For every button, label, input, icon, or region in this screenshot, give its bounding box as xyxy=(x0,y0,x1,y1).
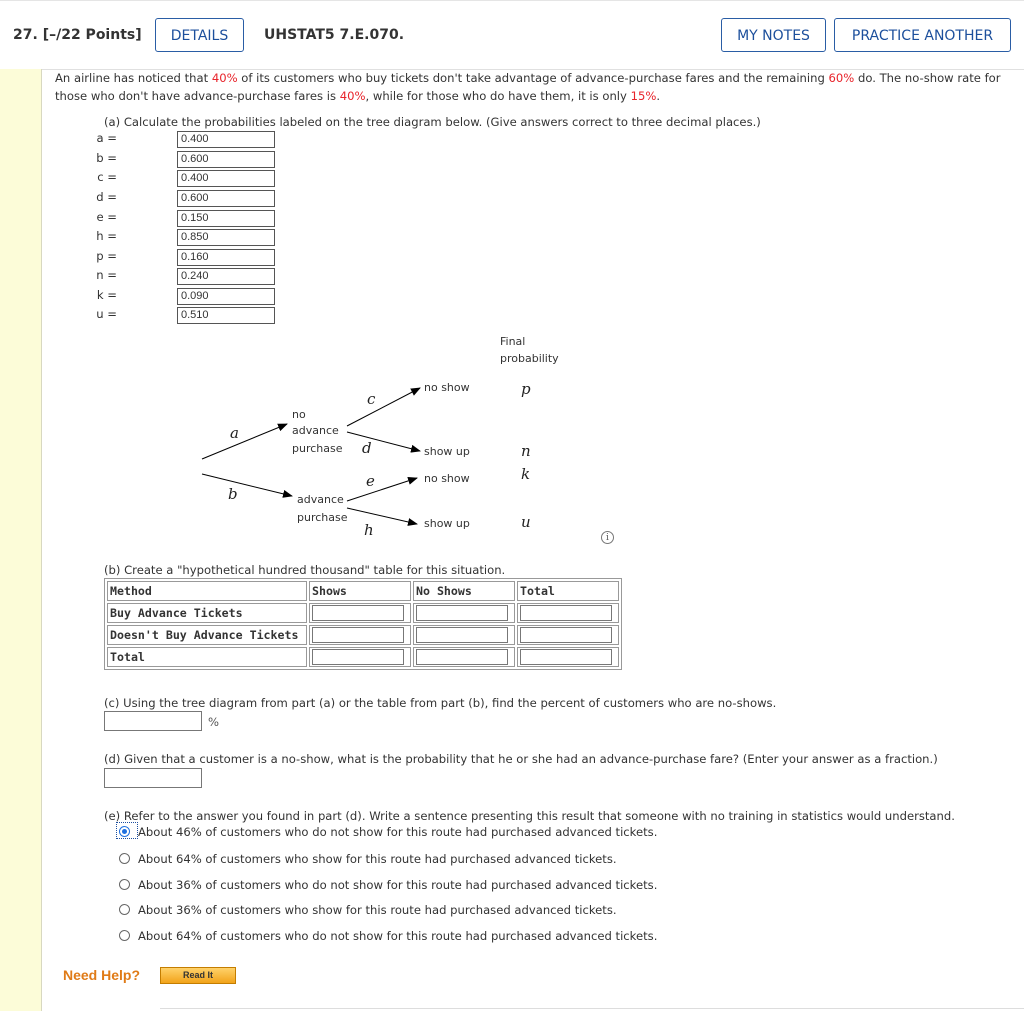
read-it-button[interactable]: Read It xyxy=(160,967,236,984)
branch-label-d: d xyxy=(362,439,372,457)
question-number-points: 27. [–/22 Points] xyxy=(13,27,142,43)
header-shows: Shows xyxy=(309,581,411,601)
no-advance-label-2: advance xyxy=(292,424,339,437)
info-icon[interactable]: i xyxy=(601,531,614,544)
advance-label-2: purchase xyxy=(297,511,348,524)
branch-e-line xyxy=(347,478,417,501)
branch-label-e: e xyxy=(366,472,375,490)
percent-no-shows-input[interactable] xyxy=(104,711,202,731)
answer-row-n: n = 0.240 xyxy=(89,268,121,286)
table-row xyxy=(107,625,619,645)
part-a-prompt: (a) Calculate the probabilities labeled on the tree diagram below. (Give answers correct to three decimal places.) xyxy=(104,115,761,129)
option-label-5[interactable]: About 64% of customers who do not show for this route had purchased advanced tickets. xyxy=(138,929,658,943)
left-margin-bar xyxy=(0,69,42,1011)
details-button[interactable]: DETAILS xyxy=(155,18,244,52)
problem-code: UHSTAT5 7.E.070. xyxy=(264,27,405,43)
cell-buy-total-input[interactable] xyxy=(520,605,612,621)
header-no-shows: No Shows xyxy=(413,581,515,601)
answer-b-input[interactable]: 0.600 xyxy=(177,151,275,168)
table-row xyxy=(107,603,619,623)
cell-buy-shows-input[interactable] xyxy=(312,605,404,621)
question-header xyxy=(0,0,1024,70)
option-label-4[interactable]: About 36% of customers who show for this route had purchased advanced tickets. xyxy=(138,903,617,917)
branch-a-line xyxy=(202,424,287,459)
outcome-no-show-2: no show xyxy=(424,472,470,485)
answer-n-input[interactable]: 0.240 xyxy=(177,268,275,285)
outcome-show-up-2: show up xyxy=(424,517,470,530)
row-label-buy-advance: Buy Advance Tickets xyxy=(107,603,307,623)
table-header-row xyxy=(107,581,619,601)
option-radio-4[interactable] xyxy=(119,904,130,915)
answer-u-input[interactable]: 0.510 xyxy=(177,307,275,324)
answer-row-p: p = 0.160 xyxy=(89,249,121,267)
branch-label-a: a xyxy=(230,424,239,442)
cell-nobuy-shows-input[interactable] xyxy=(312,627,404,643)
final-prob-u: u xyxy=(521,513,531,531)
option-radio-3[interactable] xyxy=(119,879,130,890)
cell-buy-noshows-input[interactable] xyxy=(416,605,508,621)
divider xyxy=(160,1008,1024,1009)
answer-h-input[interactable]: 0.850 xyxy=(177,229,275,246)
practice-another-button[interactable]: PRACTICE ANOTHER xyxy=(834,18,1011,52)
question-body xyxy=(42,69,1024,1011)
outcome-show-up-1: show up xyxy=(424,445,470,458)
answer-row-k: k = 0.090 xyxy=(89,288,121,306)
answer-a-input[interactable]: 0.400 xyxy=(177,131,275,148)
answer-row-b: b = 0.600 xyxy=(89,151,121,169)
option-radio-2[interactable] xyxy=(119,853,130,864)
answer-row-u: u = 0.510 xyxy=(89,307,121,325)
answer-row-e: e = 0.150 xyxy=(89,210,121,228)
final-prob-n: n xyxy=(521,442,531,460)
answer-k-input[interactable]: 0.090 xyxy=(177,288,275,305)
row-label-doesnt-buy-advance: Doesn't Buy Advance Tickets xyxy=(107,625,307,645)
option-label-1[interactable]: About 46% of customers who do not show for this route had purchased advanced tickets. xyxy=(138,825,658,839)
pct-no-advance: 40% xyxy=(211,71,238,85)
cell-total-noshows-input[interactable] xyxy=(416,649,508,665)
cell-total-total-input[interactable] xyxy=(520,649,612,665)
part-d-prompt: (d) Given that a customer is a no-show, what is the probability that he or she had an advance-purchase fare? (Enter your answer as a fraction.) xyxy=(104,752,938,766)
cell-nobuy-total-input[interactable] xyxy=(520,627,612,643)
pct-advance: 60% xyxy=(828,71,855,85)
cell-total-shows-input[interactable] xyxy=(312,649,404,665)
option-label-2[interactable]: About 64% of customers who show for this route had purchased advanced tickets. xyxy=(138,852,617,866)
need-help-label: Need Help? xyxy=(63,967,141,983)
branch-h-line xyxy=(347,508,417,524)
outcome-no-show-1: no show xyxy=(424,381,470,394)
branch-d-line xyxy=(347,432,420,451)
percent-unit: % xyxy=(208,715,220,729)
option-radio-1[interactable] xyxy=(119,826,130,837)
hundred-thousand-table xyxy=(104,578,622,670)
final-prob-p: p xyxy=(521,380,531,398)
advance-label-1: advance xyxy=(297,493,344,506)
answer-row-h: h = 0.850 xyxy=(89,229,121,247)
option-label-3[interactable]: About 36% of customers who do not show for this route had purchased advanced tickets. xyxy=(138,878,658,892)
part-c-prompt: (c) Using the tree diagram from part (a) or the table from part (b), find the percent of customers who are no-shows. xyxy=(104,696,777,710)
part-e-prompt: (e) Refer to the answer you found in part (d). Write a sentence presenting this result that someone with no training in statistics would understand. xyxy=(104,809,955,823)
part-b-prompt: (b) Create a "hypothetical hundred thousand" table for this situation. xyxy=(104,563,506,577)
my-notes-button[interactable]: MY NOTES xyxy=(721,18,826,52)
noshow-no-advance: 40% xyxy=(339,89,366,103)
answer-row-c: c = 0.400 xyxy=(89,170,121,188)
branch-label-b: b xyxy=(228,485,238,503)
table-row xyxy=(107,647,619,667)
problem-statement: An airline has noticed that 40% of its customers who buy tickets don't take advantage of advance-purchase fares and the remaining 60% do. The no-show rate for those who don't have advance-purchase fares is 40%, while for those who do have them, it is only 15%. xyxy=(55,71,1001,103)
answer-e-input[interactable]: 0.150 xyxy=(177,210,275,227)
no-advance-label-1: no xyxy=(292,408,306,421)
answer-c-input[interactable]: 0.400 xyxy=(177,170,275,187)
branch-b-line xyxy=(202,474,292,496)
answer-p-input[interactable]: 0.160 xyxy=(177,249,275,266)
cell-nobuy-noshows-input[interactable] xyxy=(416,627,508,643)
option-radio-5[interactable] xyxy=(119,930,130,941)
answer-row-d: d = 0.600 xyxy=(89,190,121,208)
tree-diagram xyxy=(42,69,1024,549)
answer-row-a: a = 0.400 xyxy=(89,131,121,149)
branch-label-c: c xyxy=(367,390,376,408)
final-prob-k: k xyxy=(521,465,531,483)
points: [–/22 Points] xyxy=(42,27,142,43)
fraction-answer-input[interactable] xyxy=(104,768,202,788)
noshow-advance: 15% xyxy=(630,89,657,103)
no-advance-label-3: purchase xyxy=(292,442,343,455)
branch-c-line xyxy=(347,388,420,426)
header-total: Total xyxy=(517,581,619,601)
branch-label-h: h xyxy=(364,521,374,539)
row-label-total: Total xyxy=(107,647,307,667)
final-label-1: Final xyxy=(500,335,526,348)
header-method: Method xyxy=(107,581,307,601)
answer-d-input[interactable]: 0.600 xyxy=(177,190,275,207)
final-label-2: probability xyxy=(500,352,559,365)
